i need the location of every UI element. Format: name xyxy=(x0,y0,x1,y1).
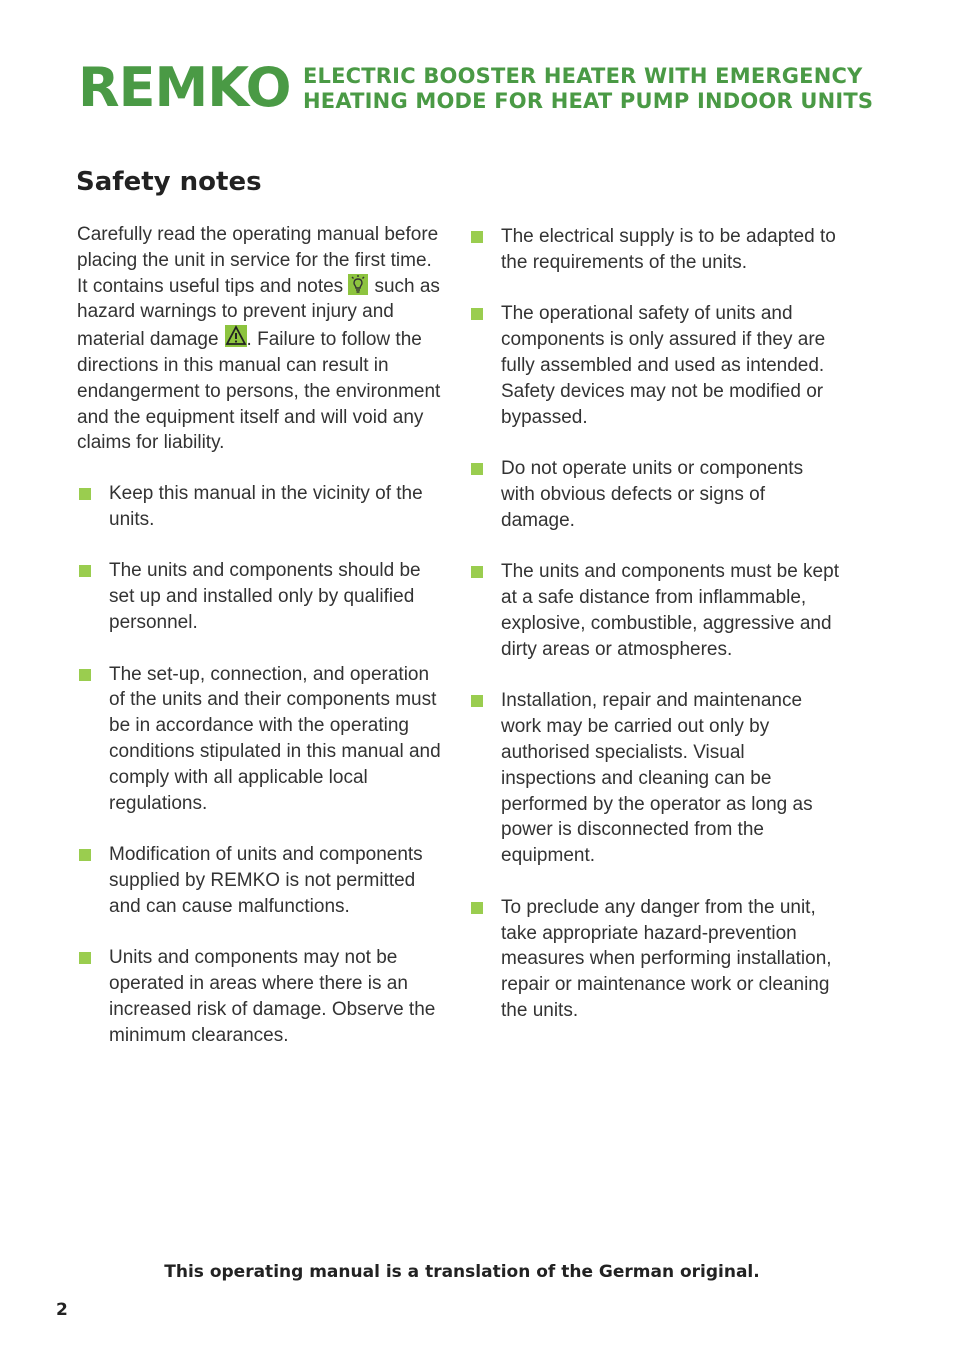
bullet-square-icon xyxy=(471,231,483,243)
bullet-square-icon xyxy=(471,695,483,707)
subtitle-line-2: HEATING MODE FOR HEAT PUMP INDOOR UNITS xyxy=(303,89,874,113)
list-item: Modification of units and components supplied by REMKO is not permitted and can cause malfunctions. xyxy=(77,842,449,919)
bullet-square-icon xyxy=(79,849,91,861)
page-title: Safety notes xyxy=(76,167,262,197)
list-item: To preclude any danger from the unit, take appropriate hazard-prevention measures when performing installation, repair or maintenance work or cleaning the units. xyxy=(469,895,841,1024)
translation-note: This operating manual is a translation of the German original. xyxy=(164,1262,760,1282)
list-item: Units and components may not be operated in areas where there is an increased risk of damage. Observe the minimum clearances. xyxy=(77,945,449,1048)
bullet-square-icon xyxy=(471,902,483,914)
subtitle-line-1: ELECTRIC BOOSTER HEATER WITH EMERGENCY xyxy=(303,64,863,88)
list-item: Keep this manual in the vicinity of the units. xyxy=(77,481,449,533)
bullet-square-icon xyxy=(471,566,483,578)
document-subtitle xyxy=(303,64,873,114)
intro-text-3: . Failure to follow the directions in this manual can result in endangerment to persons, the environment and the equipment itself and will void any claims for liability. xyxy=(77,329,441,454)
page-number: 2 xyxy=(56,1300,68,1320)
bullet-square-icon xyxy=(471,308,483,320)
warning-triangle-icon xyxy=(225,325,247,347)
brand-logo: REMKO xyxy=(78,56,291,119)
list-item: The units and components must be kept at a safe distance from inflammable, explosive, combustible, aggressive and dirty areas or atmospheres. xyxy=(469,559,841,662)
list-item: The electrical supply is to be adapted to the requirements of the units. xyxy=(469,224,841,276)
bullet-square-icon xyxy=(79,669,91,681)
list-item: Installation, repair and maintenance work may be carried out only by authorised specialists. Visual inspections and cleaning can be performed by the operator as long as power is disconnected from the equipment. xyxy=(469,688,841,869)
list-item: The set-up, connection, and operation of the units and their components must be in accordance with the operating conditions stipulated in this manual and comply with all applicable local regulations. xyxy=(77,662,449,817)
list-item: The units and components should be set up and installed only by qualified personnel. xyxy=(77,558,449,635)
bullet-square-icon xyxy=(471,463,483,475)
intro-paragraph xyxy=(77,222,447,456)
list-item: Do not operate units or components with obvious defects or signs of damage. xyxy=(469,456,841,533)
list-item: The operational safety of units and components is only assured if they are fully assembled and used as intended. Safety devices may not be modified or bypassed. xyxy=(469,301,841,430)
bullet-square-icon xyxy=(79,565,91,577)
lightbulb-icon xyxy=(348,274,368,295)
left-bullet-list xyxy=(77,481,449,1074)
right-bullet-list xyxy=(469,224,841,1050)
bullet-square-icon xyxy=(79,952,91,964)
page-header xyxy=(78,58,878,118)
bullet-square-icon xyxy=(79,488,91,500)
intro-text-2: such as hazard warnings to prevent injury and material damage xyxy=(77,275,440,351)
intro-text-1: Carefully read the operating manual before placing the unit in service for the first time. It contains useful tips and notes xyxy=(77,224,439,297)
